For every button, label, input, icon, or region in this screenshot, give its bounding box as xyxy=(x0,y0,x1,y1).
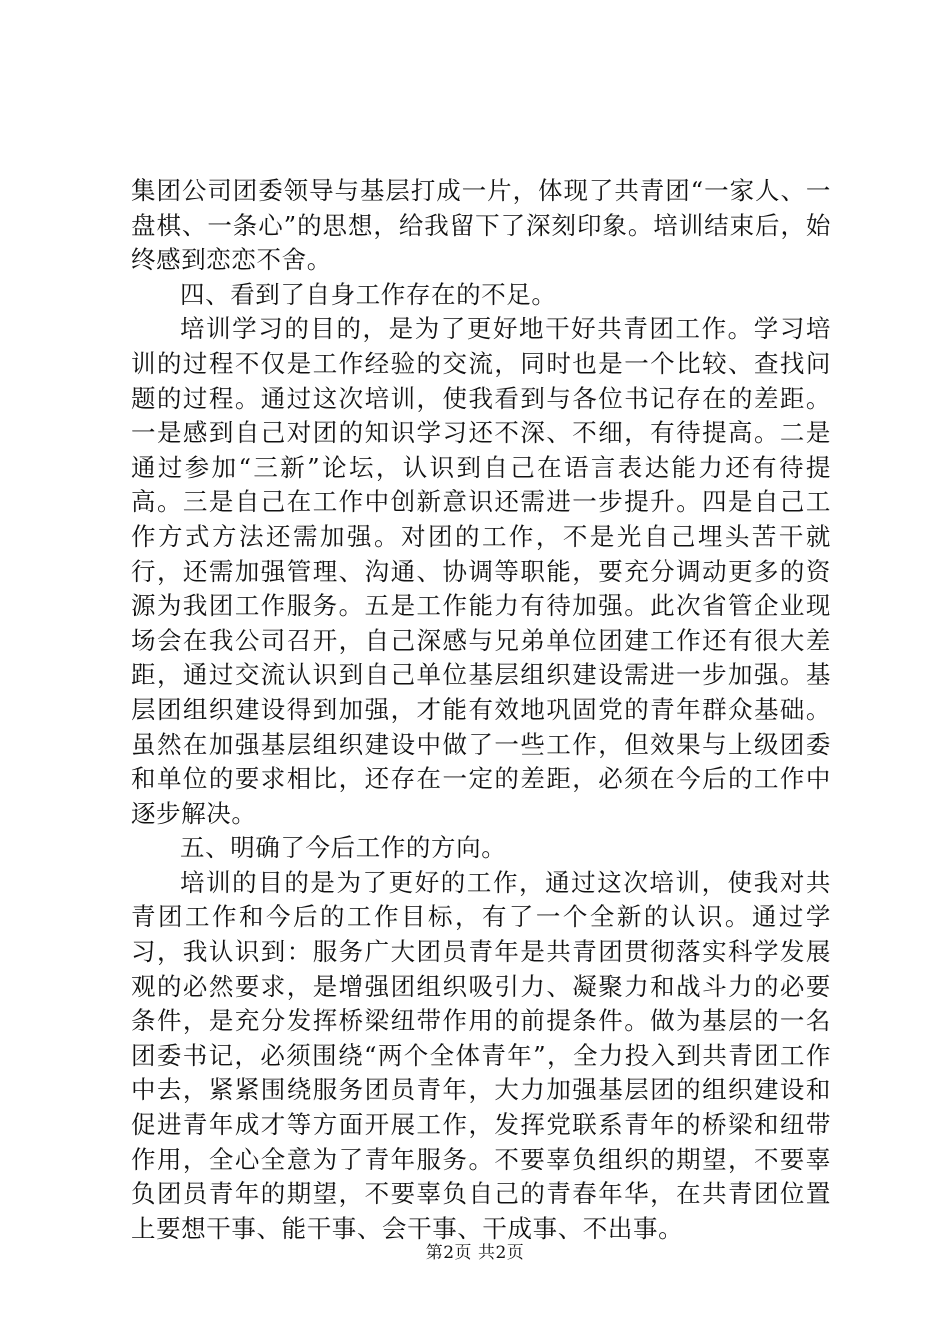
paragraph-direction: 培训的目的是为了更好的工作，通过这次培训，使我对共青团工作和今后的工作目标，有了一个全新的认识。通过学习，我认识到：服务广大团员青年是共青团贯彻落实科学发展观的必然要求，是增强团组织吸引力、凝聚力和战斗力的必要条件，是充分发挥桥梁纽带作用的前提条件。做为基层的一名团委书记，必须围绕“两个全体青年”，全力投入到共青团工作中去，紧紧围绕服务团员青年，大力加强基层团的组织建设和促进青年成才等方面开展工作，发挥党联系青年的桥梁和纽带作用，全心全意为了青年服务。不要辜负组织的期望，不要辜负团员青年的期望，不要辜负自己的青春年华，在共青团位置上要想干事、能干事、会干事、干成事、不出事。 xyxy=(131,867,831,1243)
paragraph-shortcomings: 培训学习的目的，是为了更好地干好共青团工作。学习培训的过程不仅是工作经验的交流，同时也是一个比较、查找问题的过程。通过这次培训，使我看到与各位书记存在的差距。一是感到自己对团的知识学习还不深、不细，有待提高。二是通过参加“三新”论坛，认识到自己在语言表达能力还有待提高。三是自己在工作中创新意识还需进一步提升。四是自己工作方式方法还需加强。对团的工作，不是光自己埋头苦干就行，还需加强管理、沟通、协调等职能，要充分调动更多的资源为我团工作服务。五是工作能力有待加强。此次省管企业现场会在我公司召开，自己深感与兄弟单位团建工作还有很大差距，通过交流认识到自己单位基层组织建设需进一步加强。基层团组织建设得到加强，才能有效地巩固党的青年群众基础。虽然在加强基层组织建设中做了一些工作，但效果与上级团委和单位的要求相比，还存在一定的差距，必须在今后的工作中逐步解决。 xyxy=(131,314,831,828)
section-heading-four: 四、看到了自身工作存在的不足。 xyxy=(180,279,557,309)
document-body xyxy=(131,174,831,1246)
page-number-footer: 第2页 共2页 xyxy=(425,1243,525,1263)
section-heading-five: 五、明确了今后工作的方向。 xyxy=(180,833,507,863)
paragraph-continuation: 集团公司团委领导与基层打成一片，体现了共青团“一家人、一盘棋、一条心”的思想，给我留下了深刻印象。培训结束后，始终感到恋恋不舍。 xyxy=(131,176,831,275)
